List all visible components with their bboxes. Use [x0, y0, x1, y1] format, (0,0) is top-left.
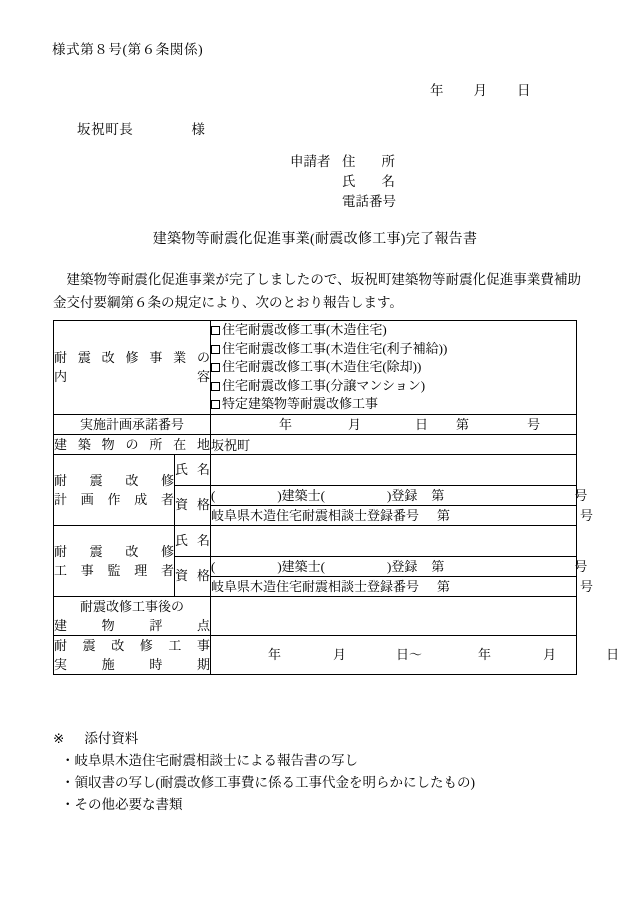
row-label-approval-number	[54, 414, 211, 434]
row-label-planner	[54, 454, 175, 525]
approval-dai-label: 第	[456, 416, 470, 432]
applicant-phone-row	[290, 192, 396, 212]
applicant-address-label: 住	[342, 154, 356, 169]
list-item: ・その他必要な書類	[61, 797, 183, 812]
date-month-label: 月	[473, 83, 487, 98]
checkbox-item[interactable]	[211, 340, 576, 359]
checkbox-item[interactable]	[211, 321, 576, 340]
checkbox-item[interactable]	[211, 377, 576, 396]
row-label-building-score-line2: 建物評点	[54, 617, 210, 633]
planner-registration-field[interactable]	[211, 505, 594, 525]
supervisor-reg-dai: 第	[437, 578, 451, 594]
period-start-day-label: 日～	[396, 647, 423, 663]
period-end-day-label: 日	[606, 647, 620, 663]
checkbox-icon[interactable]	[211, 326, 220, 335]
applicant-address-label-2: 所	[381, 154, 395, 169]
planner-qual-close2: )登録	[387, 487, 418, 503]
row-label-work-period-line1: 耐震改修工事	[54, 637, 210, 653]
table-row-approval-number	[54, 414, 577, 434]
applicant-block	[290, 152, 396, 212]
supervisor-qual-gou: 号	[574, 558, 588, 574]
sublabel-supervisor-qualification-text: 資格	[175, 568, 210, 584]
attachments-list	[53, 750, 581, 816]
checkbox-item[interactable]	[211, 395, 576, 414]
supervisor-qual-close2: )登録	[387, 558, 418, 574]
page-title: 建築物等耐震化促進事業(耐震改修工事)完了報告書	[152, 232, 478, 247]
date-year-label: 年	[430, 83, 444, 98]
planner-reg-dai: 第	[437, 507, 451, 523]
addressee-honorific: 様	[191, 122, 206, 137]
row-label-planner-line2: 計画作成者	[54, 491, 174, 507]
table-row-supervisor-name	[54, 525, 577, 556]
row-label-location-text: 建築物の所在地	[54, 436, 210, 452]
supervisor-registration-field[interactable]	[211, 576, 594, 596]
report-table	[53, 320, 620, 675]
planner-qual-open: (	[211, 487, 216, 503]
list-item: ・領収書の写し(耐震改修工事費に係る工事代金を明らかにしたもの)	[61, 775, 475, 790]
attachments-heading	[53, 728, 581, 750]
applicant-address-row	[290, 152, 396, 172]
row-label-work-period	[54, 635, 211, 674]
approval-year-label: 年	[279, 416, 293, 432]
checkbox-list	[211, 321, 577, 415]
row-label-building-score-line1: 耐震改修工事後の	[79, 598, 184, 614]
checkbox-label: 住宅耐震改修工事(分譲マンション)	[222, 377, 426, 393]
row-label-supervisor	[54, 525, 175, 596]
supervisor-qual-close: )建築士(	[277, 558, 326, 574]
note-marker-icon: ※	[53, 731, 65, 746]
approval-number-field[interactable]	[211, 414, 577, 434]
applicant-name-row	[290, 172, 396, 192]
row-label-planner-line1: 耐震改修	[54, 472, 174, 488]
applicant-name-label-2: 名	[381, 174, 395, 189]
supervisor-name-field[interactable]	[211, 525, 577, 556]
approval-gou-label: 号	[527, 416, 541, 432]
period-start-year-label: 年	[268, 647, 282, 663]
list-item: ・岐阜県木造住宅耐震相談士による報告書の写し	[61, 753, 358, 768]
table-row-building-score	[54, 596, 577, 635]
addressee-name: 坂祝町長	[77, 122, 134, 137]
checkbox-label: 住宅耐震改修工事(木造住宅)	[222, 322, 387, 337]
attachments-section	[53, 728, 581, 816]
sublabel-planner-name-text: 氏名	[175, 461, 210, 477]
period-end-year-label: 年	[478, 647, 492, 663]
table-row-planner-name	[54, 454, 577, 485]
supervisor-qualification-field[interactable]	[211, 556, 588, 576]
period-end-month-label: 月	[543, 647, 557, 663]
applicant-name-label: 氏	[342, 174, 356, 189]
row-label-contents-line1: 耐震改修事業の	[54, 350, 210, 366]
row-label-building-score	[54, 596, 211, 635]
form-number: 様式第８号(第６条関係)	[52, 42, 204, 57]
checkbox-icon[interactable]	[211, 382, 220, 391]
supervisor-qual-open: (	[211, 558, 216, 574]
row-label-location	[54, 434, 211, 454]
checkbox-label: 住宅耐震改修工事(木造住宅(除却))	[222, 359, 422, 375]
planner-qual-close: )建築士(	[277, 487, 326, 503]
checkbox-label: 特定建築物等耐震改修工事	[222, 396, 379, 412]
planner-qual-dai: 第	[431, 487, 445, 503]
approval-day-label: 日	[415, 416, 429, 432]
table-row-location	[54, 434, 577, 454]
approval-month-label: 月	[348, 416, 362, 432]
supervisor-qual-dai: 第	[431, 558, 445, 574]
row-label-contents	[54, 321, 211, 415]
period-start-month-label: 月	[333, 647, 347, 663]
row-label-work-period-line2: 実施時期	[54, 656, 210, 672]
checkbox-item[interactable]	[211, 358, 576, 377]
date-line	[430, 79, 531, 99]
checkbox-label: 住宅耐震改修工事(木造住宅(利子補給))	[222, 340, 448, 356]
attachments-heading-text: 添付資料	[84, 731, 139, 746]
planner-name-field[interactable]	[211, 454, 577, 485]
applicant-label: 申請者	[290, 154, 331, 169]
planner-reg-text: 岐阜県木造住宅耐震相談士登録番号	[211, 507, 420, 523]
checkbox-icon[interactable]	[211, 363, 220, 372]
addressee-line	[77, 118, 206, 138]
location-field[interactable]: 坂祝町	[211, 434, 577, 454]
planner-reg-gou: 号	[580, 507, 594, 523]
table-row-contents	[54, 321, 577, 415]
checkbox-icon[interactable]	[211, 345, 220, 354]
row-label-approval-number-text: 実施計画承諾番号	[79, 416, 184, 432]
sublabel-supervisor-name	[175, 525, 211, 556]
building-score-field[interactable]	[211, 596, 577, 635]
sublabel-planner-name	[175, 454, 211, 485]
sublabel-planner-qualification	[175, 485, 211, 525]
supervisor-reg-gou: 号	[580, 578, 594, 594]
applicant-phone-label: 電話番号	[342, 194, 396, 209]
checkbox-icon[interactable]	[211, 400, 220, 409]
planner-qualification-field[interactable]	[211, 485, 588, 505]
date-day-label: 日	[517, 83, 531, 98]
sublabel-supervisor-name-text: 氏名	[175, 532, 210, 548]
row-label-supervisor-line1: 耐震改修	[54, 543, 174, 559]
intro-paragraph: 建築物等耐震化促進事業が完了しましたので、坂祝町建築物等耐震化促進事業費補助金交付要綱第６条の規定により、次のとおり報告します。	[53, 272, 581, 310]
planner-qual-gou: 号	[574, 487, 588, 503]
sublabel-supervisor-qualification	[175, 556, 211, 596]
table-row-work-period	[54, 635, 577, 674]
row-label-contents-line2: 内容	[54, 369, 210, 385]
supervisor-reg-text: 岐阜県木造住宅耐震相談士登録番号	[211, 578, 420, 594]
sublabel-planner-qualification-text: 資格	[175, 497, 210, 513]
work-period-field[interactable]	[211, 635, 620, 674]
row-label-supervisor-line2: 工事監理者	[54, 562, 174, 578]
